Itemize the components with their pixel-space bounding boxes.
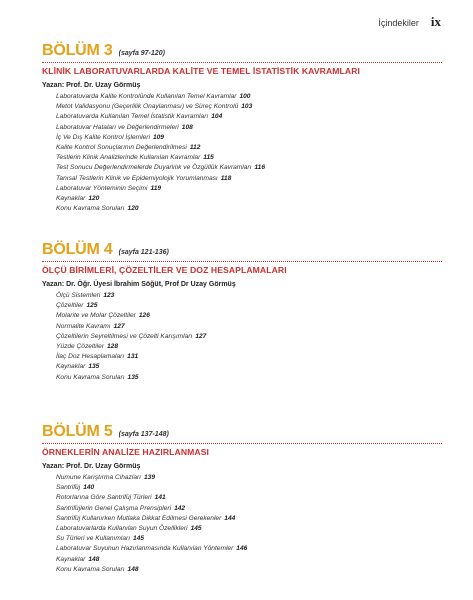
toc-entry-title: Rotorlarına Göre Santrifüj Türleri — [56, 494, 152, 502]
dotted-divider — [42, 62, 442, 63]
toc-entry[interactable] — [56, 143, 442, 153]
chapter-author: Yazan: Prof. Dr. Uzay Görmüş — [42, 463, 141, 470]
toc-entry[interactable] — [56, 204, 442, 214]
toc-entry-title: Laboratuvarda Kullanılan Temel İstatistik Kavramları — [56, 113, 209, 121]
toc-entry[interactable] — [56, 362, 442, 372]
toc-entry-title: Laboratuvarda Kalite Kontrolünde Kullanılan Temel Kavramlar — [56, 93, 237, 100]
toc-entry-page: 104 — [211, 113, 223, 121]
toc-entry-title: Yüzde Çözeltiler — [56, 343, 105, 351]
toc-entry[interactable] — [56, 565, 442, 575]
toc-entry-page: 109 — [152, 133, 164, 141]
toc-entry[interactable] — [56, 352, 442, 362]
toc-entry[interactable] — [56, 194, 442, 204]
toc-entry[interactable] — [56, 123, 442, 133]
toc-entry[interactable] — [56, 544, 442, 554]
toc-entry-title: İç Ve Dış Kalite Kontrol İşlemleri — [56, 133, 150, 141]
chapter-label: BÖLÜM 3 — [42, 42, 113, 59]
chapter-title: ÖLÇÜ BİRİMLERİ, ÇÖZELTİLER VE DOZ HESAPLAMALARI — [42, 265, 287, 275]
toc-entry-page: 127 — [113, 322, 125, 330]
toc-entry[interactable] — [56, 534, 442, 544]
toc-entry-title: Kaynaklar — [56, 363, 86, 371]
toc-entry-title: Konu Kavrama Soruları — [56, 205, 125, 213]
toc-entry-title: Molarite ve Molar Çözeltiler — [56, 312, 136, 320]
toc-entry-page: 131 — [127, 353, 139, 361]
toc-entry-page: 100 — [239, 93, 251, 100]
toc-entry-page: 119 — [150, 184, 162, 192]
toc-entry[interactable] — [56, 473, 442, 483]
chapter-heading — [42, 242, 442, 258]
toc-list — [42, 92, 442, 214]
toc-entry-page: 127 — [195, 332, 207, 340]
toc-entry[interactable] — [56, 163, 442, 173]
toc-entry-page: 144 — [224, 514, 236, 522]
toc-entry[interactable] — [56, 133, 442, 143]
toc-entry[interactable] — [56, 483, 442, 493]
toc-entry-title: Test Sonucu Değerlendirmelerde Duyarlılık ve Özgüllük Kavramları — [56, 164, 252, 172]
toc-entry-title: Laboratuvar Hataları ve Değerlendirmeleri — [56, 123, 179, 131]
chapter-label: BÖLÜM 4 — [42, 241, 113, 258]
chapter-page-range: (sayfa 137-148) — [118, 431, 169, 438]
toc-entry-page: 145 — [133, 535, 145, 543]
toc-entry-page: 135 — [88, 363, 100, 371]
toc-entry[interactable] — [56, 493, 442, 503]
toc-entry-title: Kaynaklar — [56, 555, 86, 563]
toc-entry-page: 128 — [107, 343, 119, 351]
toc-entry-page: 108 — [181, 123, 193, 131]
toc-entry-page: 103 — [241, 103, 253, 111]
toc-entry-title: Testlerin Klinik Analizlerinde Kullanılan Kavramlar — [56, 154, 201, 162]
toc-entry[interactable] — [56, 291, 442, 301]
toc-entry-page: 120 — [127, 205, 139, 213]
dotted-divider — [42, 261, 442, 262]
dotted-divider — [42, 443, 442, 444]
toc-entry-page: 139 — [144, 474, 156, 481]
toc-entry[interactable] — [56, 524, 442, 534]
toc-entry[interactable] — [56, 555, 442, 565]
toc-entry-page: 146 — [236, 545, 248, 553]
chapter-4-section — [42, 242, 442, 383]
chapter-author: Yazan: Dr. Öğr. Üyesi İbrahim Söğüt, Prof Dr Uzay Görmüş — [42, 281, 236, 288]
toc-entry-title: Santrifüj Kullanırken Mutlaka Dikkat Edilmesi Gerekenler — [56, 514, 222, 522]
page-header — [378, 14, 441, 30]
toc-entry-page: 112 — [189, 144, 201, 152]
toc-list — [42, 473, 442, 575]
toc-entry[interactable] — [56, 184, 442, 194]
toc-entry[interactable] — [56, 322, 442, 332]
toc-entry-title: Santrifüjlerin Genel Çalışma Prensipleri — [56, 504, 172, 512]
toc-entry-page: 142 — [174, 504, 186, 512]
chapter-page-range: (sayfa 97-120) — [118, 50, 165, 57]
toc-entry-title: Kaynaklar — [56, 195, 86, 203]
toc-entry-page: 115 — [203, 154, 214, 162]
chapter-label: BÖLÜM 5 — [42, 423, 113, 440]
toc-entry-page: 123 — [103, 292, 115, 299]
toc-entry-title: Metot Validasyonu (Geçerlilik Onaylanması) ve Süreç Kontrolü — [56, 103, 239, 111]
toc-entry[interactable] — [56, 174, 442, 184]
toc-entry[interactable] — [56, 311, 442, 321]
chapter-page-range: (sayfa 121-136) — [118, 249, 169, 256]
chapter-5-section — [42, 424, 442, 575]
toc-entry-title: Su Türleri ve Kullanımları — [56, 535, 131, 543]
toc-entry-page: 118 — [220, 174, 232, 182]
toc-entry-page: 145 — [190, 525, 202, 533]
toc-entry-title: Numune Karıştırma Cihazları — [56, 474, 142, 481]
toc-entry-title: Santrifüj — [56, 484, 81, 492]
chapter-title: KLİNİK LABORATUVARLARDA KALİTE VE TEMEL İSTATİSTİK KAVRAMLARI — [42, 66, 361, 76]
toc-entry[interactable] — [56, 92, 442, 102]
toc-entry-title: Laboratuvar Suyunun Hazırlanmasında Kullanılan Yöntemler — [56, 545, 234, 553]
toc-entry-title: Laboratuvarlarda Kullanılan Suyun Özellikleri — [56, 525, 188, 533]
chapter-heading — [42, 424, 442, 440]
toc-entry-title: Tanısal Testlerin Klinik ve Epidemiyolojik Yorumlanması — [56, 174, 218, 182]
toc-entry-page: 125 — [86, 302, 98, 310]
toc-entry-title: Laboratuvar Yönteminin Seçimi — [56, 184, 148, 192]
toc-entry-page: 148 — [88, 555, 100, 563]
toc-entry-title: Ölçü Sistemleri — [56, 292, 101, 299]
toc-entry-page: 116 — [254, 164, 265, 172]
toc-entry[interactable] — [56, 373, 442, 383]
toc-entry[interactable] — [56, 332, 442, 342]
toc-entry-page: 120 — [88, 195, 100, 203]
toc-entry-title: Çözeltilerin Seyreltilmesi ve Çözelti Karışımları — [56, 332, 193, 340]
toc-entry-title: Konu Kavrama Soruları — [56, 373, 125, 381]
running-header-title: İçindekiler — [378, 18, 419, 28]
toc-entry-title: İlaç Doz Hesaplamaları — [56, 353, 125, 361]
toc-entry[interactable] — [56, 301, 442, 311]
chapter-title: ÖRNEKLERİN ANALİZE HAZIRLANMASI — [42, 447, 210, 457]
toc-entry-page: 140 — [83, 484, 95, 492]
toc-entry-page: 135 — [127, 373, 139, 381]
toc-list — [42, 291, 442, 383]
page-number: ix — [430, 14, 441, 29]
toc-entry-page: 141 — [154, 494, 166, 502]
chapter-3-section — [42, 43, 442, 214]
toc-entry-page: 148 — [127, 565, 139, 573]
toc-entry[interactable] — [56, 514, 442, 524]
toc-entry[interactable] — [56, 504, 442, 514]
chapter-heading — [42, 43, 442, 59]
toc-entry[interactable] — [56, 102, 442, 112]
toc-entry[interactable] — [56, 342, 442, 352]
toc-entry[interactable] — [56, 153, 442, 163]
toc-entry-page: 126 — [138, 312, 150, 320]
toc-entry[interactable] — [56, 112, 442, 122]
chapter-author: Yazan: Prof. Dr. Uzay Görmüş — [42, 82, 141, 89]
toc-entry-title: Çözeltiler — [56, 302, 84, 310]
toc-entry-title: Kalite Kontrol Sonuçlarının Değerlendirilmesi — [56, 144, 187, 152]
toc-entry-title: Normalite Kavramı — [56, 322, 111, 330]
toc-entry-title: Konu Kavrama Soruları — [56, 565, 125, 573]
